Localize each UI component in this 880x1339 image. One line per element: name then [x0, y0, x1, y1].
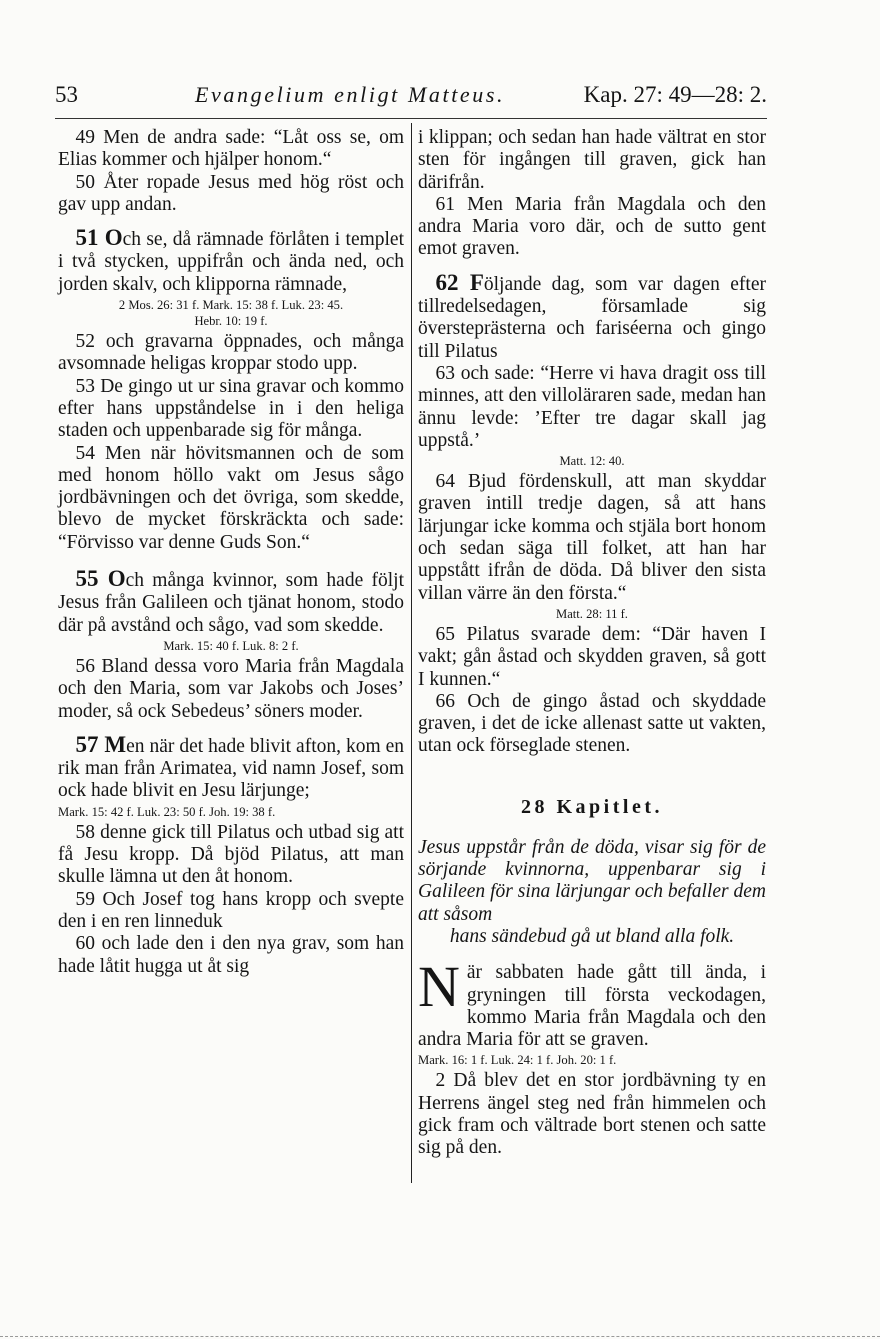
page-number: 53	[55, 82, 78, 107]
verse-51-lead: 51 O	[75, 225, 123, 251]
verse-1	[418, 954, 766, 1051]
chapter-summary-last: hans sändebud gå ut bland alla folk.	[449, 925, 735, 947]
verse-2: 2 Då blev det en stor jordbävning ty en Herrens ängel steg ned från himmelen och gick fram och vältrade bort stenen och satte sig på den.	[418, 1070, 766, 1159]
cross-reference-64: Matt. 28: 11 f.	[556, 606, 628, 621]
verse-62-text: öljande dag, som var dagen efter tillredelsedagen, församlade sig översteprästerna och fariséerna och gingo till Pilatus	[418, 273, 766, 362]
right-column	[418, 127, 766, 1160]
left-column	[58, 127, 404, 978]
cross-reference-55: Mark. 15: 40 f. Luk. 8: 2 f.	[163, 638, 299, 653]
verse-54: 54 Men när hövitsmannen och de som med honom höllo vakt om Jesus sågo jordbävningen och det övriga, som skedde, blevo de mycket förskräckta och sade: “Förvisso var denne Guds Son.“	[58, 442, 404, 553]
cross-reference-1: Mark. 16: 1 f. Luk. 24: 1 f. Joh. 20: 1 f.	[418, 1053, 617, 1068]
cross-reference-63: Matt. 12: 40.	[559, 454, 625, 469]
column-divider	[411, 123, 412, 1183]
verse-57-lead: 57 M	[75, 731, 127, 757]
cross-reference-51a: 2 Mos. 26: 31 f. Mark. 15: 38 f. Luk. 23: 45.	[118, 298, 344, 313]
verse-62	[418, 269, 766, 363]
verse-51	[58, 227, 404, 296]
chapter-summary-text: Jesus uppstår från de döda, visar sig för de sörjande kvinnorna, uppenbarar sig i Galileen för sina lärjungar och befaller dem att såsom	[418, 836, 766, 925]
verse-51-text: ch se, då rämnade förlåten i templet i två stycken, uppifrån och ända ned, och jorden skalv, och klipporna rämnade,	[58, 229, 405, 295]
verse-59: 59 Och Josef tog hans kropp och svepte den i en ren linneduk	[58, 888, 404, 932]
chapter-reference: Kap. 27: 49—28: 2.	[583, 82, 767, 107]
verse-53: 53 De gingo ut ur sina gravar och kommo efter hans uppståndelse in i den heliga staden och uppenbarade sig för många.	[58, 375, 404, 442]
header-rule	[55, 118, 767, 119]
verse-55	[58, 568, 404, 637]
verse-60: 60 och lade den i den nya grav, som han hade låtit hugga ut åt sig	[58, 933, 404, 977]
verse-64: 64 Bjud fördenskull, att man skyddar graven intill tredje dagen, så att hans lärjungar icke komma och stjäla bort honom och sedan säga till folket, att han har uppstått ifrån de döda. Då bliver den sista villan värre än den första.“	[418, 471, 766, 604]
cross-reference-57: Mark. 15: 42 f. Luk. 23: 50 f. Joh. 19: 38 f.	[58, 804, 276, 819]
running-title: Evangelium enligt Matteus.	[195, 82, 506, 107]
drop-cap: N	[418, 954, 460, 1020]
page-edge-line	[0, 1336, 880, 1337]
verse-49: 49 Men de andra sade: “Låt oss se, om Elias kommer och hjälper honom.“	[58, 127, 404, 171]
verse-62-lead: 62 F	[435, 269, 484, 295]
verse-60-continued: i klippan; och sedan han hade vältrat en stor sten för ingången till graven, gick han därifrån.	[418, 127, 766, 193]
verse-56: 56 Bland dessa voro Maria från Magdala och den Maria, som var Jakobs och Joses’ moder, så ock Sebedeus’ söners moder.	[58, 655, 404, 722]
verse-55-lead: 55 O	[75, 566, 126, 592]
verse-58: 58 denne gick till Pilatus och utbad sig att få Jesu kropp. Då bjöd Pilatus, att man skulle lämna ut den åt honom.	[58, 821, 404, 888]
verse-57-text: en när det hade blivit afton, kom en rik man från Arimatea, vid namn Josef, som ock hade blivit en Jesu lärjunge;	[58, 735, 404, 802]
chapter-summary	[418, 837, 766, 948]
verse-63: 63 och sade: “Herre vi hava dragit oss till minnes, att den villoläraren sade, medan han ännu levde: ’Efter tre dagar skall jag uppstå.’	[418, 362, 766, 451]
verse-50: 50 Åter ropade Jesus med hög röst och gav upp andan.	[58, 171, 404, 215]
cross-reference-51b: Hebr. 10: 19 f.	[194, 314, 268, 329]
page-header	[55, 82, 767, 114]
verse-65: 65 Pilatus svarade dem: “Där haven I vakt; gån åstad och skydden graven, så gott I kunnen.“	[418, 623, 766, 690]
verse-55-text: ch många kvinnor, som hade följt Jesus från Galileen och tjänat honom, stodo där på avstånd och sågo, vad som skedde.	[58, 570, 405, 636]
verse-66: 66 Och de gingo åstad och skyddade graven, i det de icke allenast satte ut vakten, utan ock förseglade stenen.	[418, 690, 766, 757]
verse-61: 61 Men Maria från Magdala och den andra Maria voro där, och de sutto gent emot graven.	[418, 193, 766, 260]
verse-1-text: är sabbaten hade gått till ända, i gryningen till första veckodagen, kommo Maria från Magdala och den andra Maria för att se graven.	[418, 962, 766, 1051]
chapter-title: 28 Kapitlet.	[521, 795, 663, 818]
verse-52: 52 och gravarna öppnades, och många avsomnade heligas kroppar stodo upp.	[58, 331, 404, 375]
verse-57	[58, 731, 404, 803]
